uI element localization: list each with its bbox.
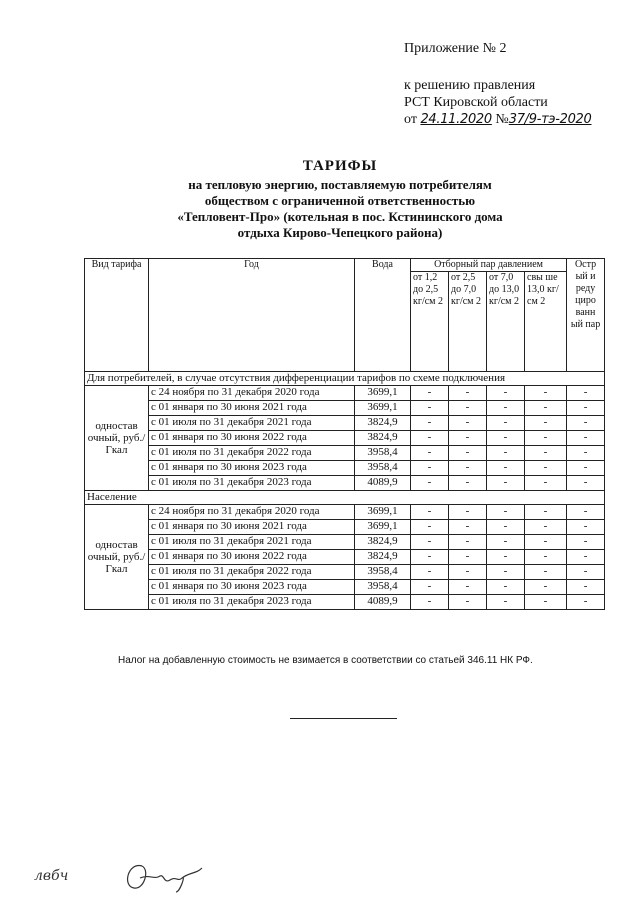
table-row bbox=[85, 446, 605, 461]
period-cell: с 01 января по 30 июня 2023 года bbox=[149, 461, 355, 476]
sharp-steam-value: - bbox=[567, 580, 605, 595]
steam1-value: - bbox=[411, 461, 449, 476]
steam1-value: - bbox=[411, 595, 449, 610]
appendix-header bbox=[404, 40, 592, 128]
steam4-value: - bbox=[525, 535, 567, 550]
title-line-1: на тепловую энергию, поставляемую потребителям bbox=[188, 177, 492, 192]
decision-line-1: к решению правления bbox=[404, 78, 536, 93]
table-row bbox=[85, 476, 605, 491]
period-cell: с 01 июля по 31 декабря 2023 года bbox=[149, 595, 355, 610]
tariff-kind: одностав очный, руб./Гкал bbox=[85, 386, 149, 491]
steam2-value: - bbox=[449, 431, 487, 446]
steam3-value: - bbox=[487, 476, 525, 491]
table-row bbox=[85, 565, 605, 580]
col-kind-header: Вид тарифа bbox=[85, 259, 149, 372]
period-cell: с 01 июля по 31 декабря 2021 года bbox=[149, 535, 355, 550]
decision-date: 24.11.2020 bbox=[420, 112, 492, 127]
steam3-value: - bbox=[487, 461, 525, 476]
sharp-steam-value: - bbox=[567, 416, 605, 431]
decision-line-2: РСТ Кировской области bbox=[404, 95, 548, 110]
water-value: 3824,9 bbox=[355, 535, 411, 550]
steam1-value: - bbox=[411, 401, 449, 416]
period-cell: с 01 января по 30 июня 2022 года bbox=[149, 550, 355, 565]
period-cell: с 01 июля по 31 декабря 2022 года bbox=[149, 446, 355, 461]
steam4-value: - bbox=[525, 520, 567, 535]
steam1-value: - bbox=[411, 565, 449, 580]
table-row bbox=[85, 416, 605, 431]
water-value: 3958,4 bbox=[355, 565, 411, 580]
water-value: 3958,4 bbox=[355, 446, 411, 461]
steam4-value: - bbox=[525, 580, 567, 595]
section-heading: Для потребителей, в случае отсутствия дифференциации тарифов по схеме подключения bbox=[85, 372, 605, 386]
steam2-value: - bbox=[449, 416, 487, 431]
steam3-value: - bbox=[487, 431, 525, 446]
period-cell: с 01 июля по 31 декабря 2022 года bbox=[149, 565, 355, 580]
steam2-value: - bbox=[449, 535, 487, 550]
steam3-value: - bbox=[487, 595, 525, 610]
steam1-value: - bbox=[411, 476, 449, 491]
period-cell: с 01 июля по 31 декабря 2023 года bbox=[149, 476, 355, 491]
table-row bbox=[85, 431, 605, 446]
period-cell: с 24 ноября по 31 декабря 2020 года bbox=[149, 386, 355, 401]
col-water-header: Вода bbox=[355, 259, 411, 372]
sharp-steam-value: - bbox=[567, 446, 605, 461]
section-heading-row bbox=[85, 372, 605, 386]
steam1-value: - bbox=[411, 580, 449, 595]
steam3-value: - bbox=[487, 505, 525, 520]
steam3-value: - bbox=[487, 401, 525, 416]
signature-icon bbox=[120, 856, 210, 896]
divider-line bbox=[290, 718, 397, 719]
steam1-value: - bbox=[411, 520, 449, 535]
steam4-value: - bbox=[525, 505, 567, 520]
decision-number: 37/9-тэ-2020 bbox=[508, 112, 592, 127]
initials-mark: лвбч bbox=[34, 868, 69, 884]
table-row bbox=[85, 580, 605, 595]
table-row bbox=[85, 595, 605, 610]
tariff-kind: одностав очный, руб./Гкал bbox=[85, 505, 149, 610]
steam2-value: - bbox=[449, 565, 487, 580]
period-cell: с 01 января по 30 июня 2022 года bbox=[149, 431, 355, 446]
sharp-steam-value: - bbox=[567, 595, 605, 610]
water-value: 3699,1 bbox=[355, 386, 411, 401]
sharp-steam-value: - bbox=[567, 520, 605, 535]
steam4-value: - bbox=[525, 446, 567, 461]
col-steam1-header: от 1,2 до 2,5 кг/см 2 bbox=[411, 272, 449, 372]
steam2-value: - bbox=[449, 461, 487, 476]
appendix-number: Приложение № 2 bbox=[404, 41, 507, 56]
steam1-value: - bbox=[411, 386, 449, 401]
steam2-value: - bbox=[449, 520, 487, 535]
water-value: 3824,9 bbox=[355, 431, 411, 446]
table-row bbox=[85, 505, 605, 520]
steam4-value: - bbox=[525, 550, 567, 565]
col-sharp-header: Остр ый и реду циро ванн ый пар bbox=[567, 259, 605, 372]
steam2-value: - bbox=[449, 386, 487, 401]
number-prefix: № bbox=[495, 112, 509, 127]
steam4-value: - bbox=[525, 461, 567, 476]
sharp-steam-value: - bbox=[567, 505, 605, 520]
tariffs-table bbox=[84, 258, 605, 610]
steam1-value: - bbox=[411, 505, 449, 520]
period-cell: с 01 января по 30 июня 2021 года bbox=[149, 520, 355, 535]
steam4-value: - bbox=[525, 431, 567, 446]
period-cell: с 01 января по 30 июня 2021 года bbox=[149, 401, 355, 416]
steam2-value: - bbox=[449, 476, 487, 491]
period-cell: с 01 января по 30 июня 2023 года bbox=[149, 580, 355, 595]
title-line-4: отдыха Кирово-Чепецкого района) bbox=[237, 225, 443, 240]
vat-note: Налог на добавленную стоимость не взимается в соответствии со статьей 346.11 НК РФ. bbox=[118, 655, 533, 666]
document-title bbox=[60, 158, 620, 241]
sharp-steam-value: - bbox=[567, 476, 605, 491]
title-main: ТАРИФЫ bbox=[302, 158, 378, 174]
table-row bbox=[85, 535, 605, 550]
col-steam2-header: от 2,5 до 7,0 кг/см 2 bbox=[449, 272, 487, 372]
water-value: 4089,9 bbox=[355, 476, 411, 491]
steam1-value: - bbox=[411, 416, 449, 431]
period-cell: с 24 ноября по 31 декабря 2020 года bbox=[149, 505, 355, 520]
water-value: 3699,1 bbox=[355, 505, 411, 520]
steam3-value: - bbox=[487, 386, 525, 401]
steam4-value: - bbox=[525, 476, 567, 491]
title-line-2: обществом с ограниченной ответственностью bbox=[204, 193, 476, 208]
water-value: 3958,4 bbox=[355, 461, 411, 476]
sharp-steam-value: - bbox=[567, 401, 605, 416]
table-row bbox=[85, 386, 605, 401]
steam1-value: - bbox=[411, 431, 449, 446]
steam4-value: - bbox=[525, 401, 567, 416]
sharp-steam-value: - bbox=[567, 461, 605, 476]
steam3-value: - bbox=[487, 416, 525, 431]
col-steam3-header: от 7,0 до 13,0 кг/см 2 bbox=[487, 272, 525, 372]
steam2-value: - bbox=[449, 505, 487, 520]
steam4-value: - bbox=[525, 386, 567, 401]
header-row bbox=[85, 259, 605, 272]
steam3-value: - bbox=[487, 535, 525, 550]
period-cell: с 01 июля по 31 декабря 2021 года bbox=[149, 416, 355, 431]
water-value: 3699,1 bbox=[355, 401, 411, 416]
col-year-header: Год bbox=[149, 259, 355, 372]
steam1-value: - bbox=[411, 550, 449, 565]
steam2-value: - bbox=[449, 401, 487, 416]
steam4-value: - bbox=[525, 595, 567, 610]
section-heading-row bbox=[85, 491, 605, 505]
sharp-steam-value: - bbox=[567, 431, 605, 446]
decision-date-line bbox=[404, 111, 592, 128]
steam2-value: - bbox=[449, 550, 487, 565]
col-steam4-header: свы ше 13,0 кг/см 2 bbox=[525, 272, 567, 372]
water-value: 3958,4 bbox=[355, 580, 411, 595]
steam4-value: - bbox=[525, 565, 567, 580]
table-row bbox=[85, 550, 605, 565]
water-value: 3699,1 bbox=[355, 520, 411, 535]
sharp-steam-value: - bbox=[567, 550, 605, 565]
table-row bbox=[85, 520, 605, 535]
table-row bbox=[85, 461, 605, 476]
sharp-steam-value: - bbox=[567, 535, 605, 550]
table-row bbox=[85, 401, 605, 416]
steam4-value: - bbox=[525, 416, 567, 431]
water-value: 4089,9 bbox=[355, 595, 411, 610]
steam2-value: - bbox=[449, 580, 487, 595]
section-heading: Население bbox=[85, 491, 605, 505]
steam3-value: - bbox=[487, 520, 525, 535]
sharp-steam-value: - bbox=[567, 565, 605, 580]
steam2-value: - bbox=[449, 595, 487, 610]
steam3-value: - bbox=[487, 580, 525, 595]
water-value: 3824,9 bbox=[355, 416, 411, 431]
steam3-value: - bbox=[487, 565, 525, 580]
col-steam-group-header: Отборный пар давлением bbox=[411, 259, 567, 272]
steam1-value: - bbox=[411, 535, 449, 550]
steam3-value: - bbox=[487, 550, 525, 565]
steam1-value: - bbox=[411, 446, 449, 461]
steam3-value: - bbox=[487, 446, 525, 461]
water-value: 3824,9 bbox=[355, 550, 411, 565]
steam2-value: - bbox=[449, 446, 487, 461]
sharp-steam-value: - bbox=[567, 386, 605, 401]
title-line-3: «Тепловент-Про» (котельная в пос. Кстининского дома bbox=[177, 209, 503, 224]
date-prefix: от bbox=[404, 112, 417, 127]
